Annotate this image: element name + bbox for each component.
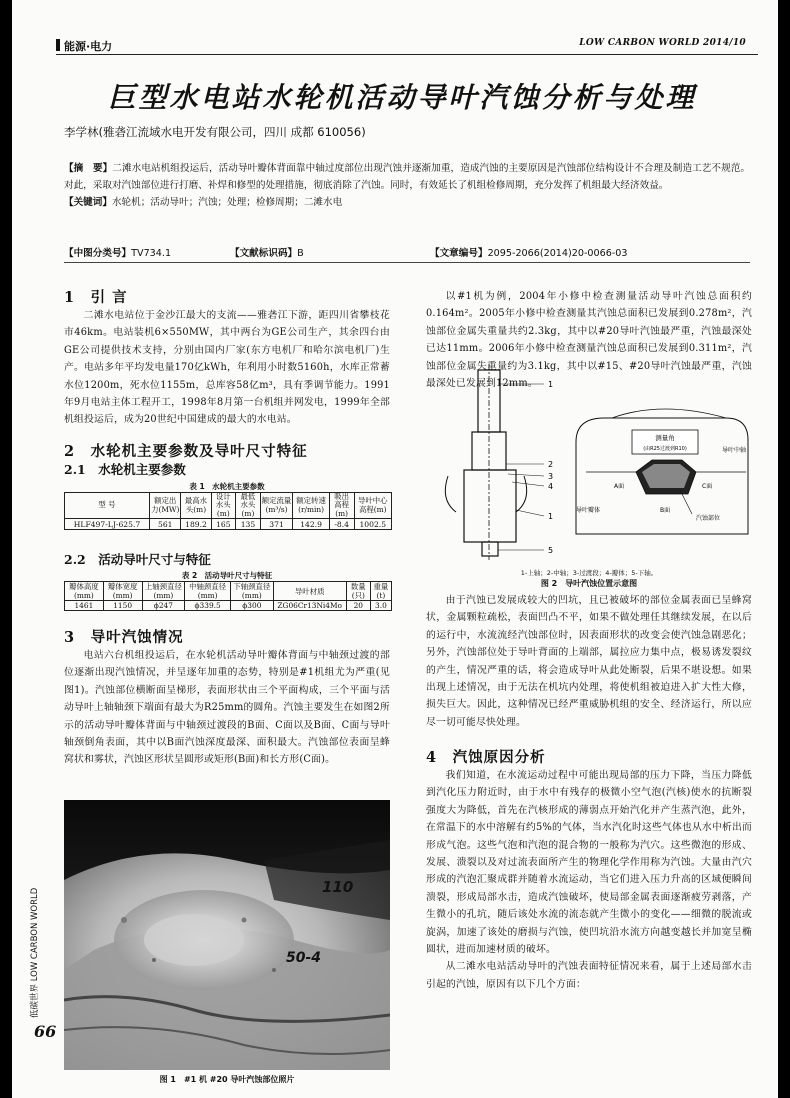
section-3-heading: 3 导叶汽蚀情况 bbox=[64, 629, 184, 646]
photo-mark-50-4: 50-4 bbox=[286, 950, 322, 966]
svg-text:(由R25过渡到R10): (由R25过渡到R10) bbox=[643, 446, 687, 452]
svg-text:导叶瓣体: 导叶瓣体 bbox=[576, 507, 601, 514]
svg-text:测量角: 测量角 bbox=[655, 434, 675, 442]
section-2-1-heading: 2.1 水轮机主要参数 bbox=[64, 462, 186, 477]
table-row: 1461 1150 ϕ247 ϕ339.5 ϕ300 ZG06Cr13Ni4Mo 20 3.0 bbox=[65, 601, 392, 611]
abstract-label: 【摘 要】 bbox=[64, 163, 113, 174]
svg-text:导叶中轴: 导叶中轴 bbox=[722, 447, 747, 454]
table-2-caption: 表 2 活动导叶尺寸与特征 bbox=[181, 571, 273, 580]
svg-text:4: 4 bbox=[548, 482, 554, 491]
photo-mark-110: 110 bbox=[322, 878, 354, 896]
section-4-body: 我们知道，在水流运动过程中可能出现局部的压力下降，当压力降低到汽化压力附近时，由于水中有残存的极微小空气泡(汽核)使水的抗断裂强度大为降低，首先在汽核形成的薄弱点开始汽化并产生蒸汽泡，此外，在常温下的水中溶解有约5%的气体，当水汽化时这些气体也从水中析出而形成气泡。这些气泡和汽泡的混合物的一般称为汽穴。这些微泡的形成、发展、溃裂以及对过流表面所产生的物理化学作用称为汽蚀。大量由汽穴形成的汽泡汇聚成群并随着水流运动，当它们进入压力升高的区域便瞬间溃裂，形成局部水击，造成汽蚀破坏，使局部金属表面逐渐疲劳剥落，产生微小的孔坑，随后该处水流的流态就产生微小的变化——细微的脱流或旋涡，加速了该处的磨损与汽蚀，使凹坑沿水流方向越变越长并加宽呈椭圆状，进而加速材质的破坏。 从二滩水电站活动导叶的汽蚀表面特征情况来看，属于上述局部水击引起的汽蚀，原因有以下几个方面： bbox=[426, 770, 752, 990]
vane-body bbox=[464, 470, 516, 542]
svg-text:5: 5 bbox=[548, 546, 554, 555]
svg-text:汽蚀部位: 汽蚀部位 bbox=[696, 515, 721, 522]
section-2-2-heading: 2.2 活动导叶尺寸与特征 bbox=[64, 552, 211, 567]
abstract-text: 二滩水电站机组投运后，活动导叶瓣体背面靠中轴过度部位出现汽蚀并逐渐加重，造成汽蚀的主要原因是汽蚀部位结构设计不合理及制造工艺不规范。对此，采取对汽蚀部位进行打磨、补焊和修型的处理措施，彻底消除了汽蚀。同时，有效延长了机组检修周期，充分发挥了机组最大经济效益。 bbox=[64, 163, 751, 191]
figure-2-legend: 1-上轴；2-中轴；3-过渡段；4-瓣体；5-下轴。 bbox=[520, 569, 658, 577]
figure-2-diagram bbox=[426, 360, 752, 568]
svg-text:A面: A面 bbox=[614, 483, 625, 490]
page-number: 66 bbox=[34, 1022, 57, 1041]
section-3-body: 电站六台机组投运后，在水轮机活动导叶瓣体背面与中轴颈过渡的部位逐渐出现汽蚀情况，并呈逐年加重的态势，特别是#1机组尤为严重(见图1)。汽蚀部位横断面呈梯形，表面形状由三个平面构成，三个平面与活动导叶上轴轴颈下端面有最大为R25mm的圆角。汽蚀主要发生在如图2所示的活动导叶瓣体背面与中轴颈过渡段的B面、C面以及B面、C面与导叶轴颈倒角表面，其中以B面汽蚀深度最深、面积最大。汽蚀部位表面呈蜂窝状和雾状，汽蚀区形状呈圆形或矩形(B面)和长方形(C面)。 bbox=[64, 650, 390, 766]
doc-code: 【文献标识码】B bbox=[230, 248, 304, 259]
classification: 【中图分类号】TV734.1 bbox=[64, 248, 172, 259]
section-label: 能源·电力 bbox=[64, 40, 113, 53]
table-2 bbox=[64, 581, 392, 611]
table-1 bbox=[64, 492, 392, 530]
table-2-header-row: 瓣体高度(mm) 瓣体宽度(mm) 上轴颈直径(mm) 中轴颈直径(mm) 下轴颈直径(mm) 导叶材质 数量(只) 重量(t) bbox=[65, 582, 392, 601]
journal-name: LOW CARBON WORLD 2014/10 bbox=[579, 38, 746, 48]
table-1-header-row: 型 号 额定出力(MW) 最高水头(m) 设计水头(m) 最低水头(m) 额定流量(m³/s) 额定转速(r/min) 吸出高程(m) 导叶中心高程(m) bbox=[65, 493, 392, 519]
svg-text:低碳世界 LOW CARBON WORLD: 低碳世界 LOW CARBON WORLD bbox=[30, 887, 40, 1018]
section-2-heading: 2 水轮机主要参数及导叶尺寸特征 bbox=[64, 443, 308, 460]
figure-1-photo bbox=[64, 800, 390, 1070]
right-middle-paragraph: 由于汽蚀已发展成较大的凹坑，且已被破坏的部位金属表面已呈蜂窝状，金属颗粒疏松，表面凹凸不平，如果不做处理任其继续发展，在以后的运行中，水流流经汽蚀部位时，因表面形状的改变会使汽蚀急剧恶化；另外，汽蚀部位处于导叶背面的上端部，属拉应力集中点，极易诱发裂纹的产生，情况严重的话，将会造成导叶从此处断裂，后果不堪设想。如果出现上述情况，由于无法在机坑内处理，将使机组被迫进入扩大性大修，损失巨大。因此，这种情况已经严重威胁机组的安全、经济运行，所以应尽一切可能尽快处理。 bbox=[426, 595, 752, 728]
keywords-label: 【关键词】 bbox=[64, 197, 112, 208]
journal-page bbox=[12, 0, 778, 1098]
svg-text:3: 3 bbox=[548, 472, 554, 481]
section-4-heading: 4 汽蚀原因分析 bbox=[426, 749, 546, 766]
article-number: 【文章编号】2095-2066(2014)20-0066-03 bbox=[430, 248, 628, 259]
figure-1-caption: 图 1 #1 机 #20 导叶汽蚀部位照片 bbox=[159, 1075, 295, 1084]
svg-text:C面: C面 bbox=[702, 483, 713, 490]
table-1-caption: 表 1 水轮机主要参数 bbox=[189, 482, 265, 491]
header-rule bbox=[56, 54, 758, 55]
right-intro-paragraph: 以#1机为例，2004年小修中检查测量活动导叶汽蚀总面积约0.164m²。2005年小修中检查测量其汽蚀总面积已发展到0.278m²，汽蚀部位金属失重量共约2.3kg，其中以#20导叶汽蚀最严重，汽蚀最深处已达11mm。2006年小修中检查测量汽蚀总面积已发展到0.311m²，汽蚀部位金属失重量约为3.1kg，其中以#15、#20导叶汽蚀最严重，汽蚀最深处已发展到12mm。 bbox=[426, 291, 752, 390]
article-title: 巨型水电站水轮机活动导叶汽蚀分析与处理 bbox=[107, 81, 697, 114]
section-1-body: 二滩水电站位于金沙江最大的支流——雅砻江下游，距四川省攀枝花市46km。电站装机6×550MW，其中两台为GE公司生产，其余四台由GE公司提供技术支持，分别由国内厂家(东方电机厂和哈尔滨电机厂)生产。电站多年平均发电量170亿kWh，年利用小时数5160h，水库正常蓄水位1200m，死水位1155m，总库容58亿m³，具有季调节能力。1991年9月电站主体工程开工，1998年8月第一台机组并网发电，1999年全部机组投运后，成为20世纪中国建成的最大的水电站。 bbox=[64, 310, 390, 426]
svg-text:2: 2 bbox=[548, 460, 554, 469]
lower-shaft bbox=[482, 542, 498, 556]
section-1-heading: 1 引 言 bbox=[64, 289, 128, 306]
sidebar-journal-name bbox=[25, 870, 41, 1020]
abstract bbox=[64, 160, 750, 211]
svg-text:1: 1 bbox=[548, 380, 554, 389]
svg-text:B面: B面 bbox=[660, 507, 671, 514]
table-row: HLF497-LJ-625.7 561 189.2 165 135 371 142.9 -8.4 1002.5 bbox=[65, 519, 392, 530]
svg-text:1: 1 bbox=[548, 512, 554, 521]
author-line: 李学林(雅砻江流域水电开发有限公司，四川 成都 610056) bbox=[64, 125, 366, 139]
figure-2-caption: 图 2 导叶汽蚀位置示意图 bbox=[540, 579, 638, 588]
abstract-rule bbox=[64, 262, 750, 263]
keywords: 水轮机；活动导叶；汽蚀；处理；检修周期；二滩水电 bbox=[111, 197, 343, 208]
header-bar bbox=[56, 39, 60, 51]
